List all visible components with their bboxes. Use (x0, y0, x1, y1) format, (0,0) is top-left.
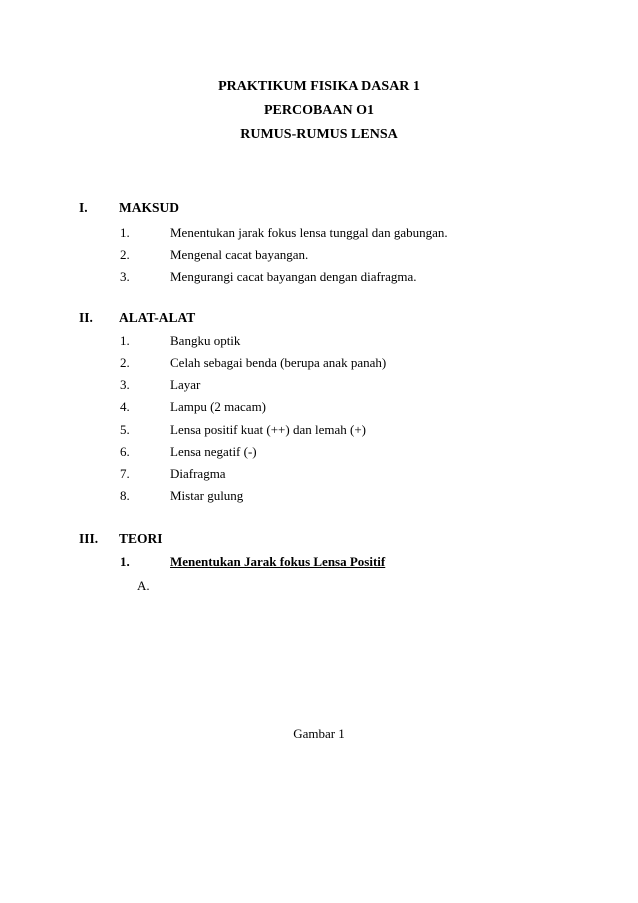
section-heading-maksud: MAKSUD (119, 200, 179, 215)
list-item-number: 2. (120, 247, 130, 262)
figure-caption (0, 726, 638, 742)
section-number-3: III. (79, 531, 99, 546)
section-number-2: II. (79, 310, 93, 325)
list-item-text: Lensa positif kuat (++) dan lemah (+) (170, 422, 366, 437)
subsection-heading: Menentukan Jarak fokus Lensa Positif (170, 554, 386, 569)
list-item-number: 6. (120, 444, 130, 459)
list-item-number: 3. (120, 377, 130, 392)
experiment-code: PERCOBAAN O1 (263, 103, 375, 118)
document-title: PRAKTIKUM FISIKA DASAR 1 (218, 79, 420, 94)
list-item-number: 1. (120, 333, 130, 348)
list-item-text: Celah sebagai benda (berupa anak panah) (170, 355, 387, 370)
section-heading-alat-alat: ALAT-ALAT (119, 310, 196, 325)
list-item-number: 3. (120, 269, 130, 284)
list-item-text: Layar (170, 377, 201, 392)
section-number-1: I. (79, 200, 88, 215)
subsection-label: A. (137, 578, 150, 593)
list-item-text: Lensa negatif (-) (170, 444, 257, 459)
list-item-number: 7. (120, 466, 130, 481)
list-item-text: Bangku optik (170, 333, 241, 348)
experiment-topic: RUMUS-RUMUS LENSA (240, 127, 398, 142)
list-item-number: 2. (120, 355, 130, 370)
list-item-text: Lampu (2 macam) (170, 399, 267, 414)
section-heading-teori: TEORI (119, 531, 163, 546)
list-item-number: 5. (120, 422, 130, 437)
subsection-number: 1. (120, 554, 130, 569)
list-item-text: Menentukan jarak fokus lensa tunggal dan gabungan. (170, 225, 448, 240)
list-item-text: Mengurangi cacat bayangan dengan diafragma. (170, 269, 417, 284)
list-item-text: Mistar gulung (170, 488, 244, 503)
list-item-number: 1. (120, 225, 130, 240)
list-item-text: Mengenal cacat bayangan. (170, 247, 309, 262)
list-item-text: Diafragma (170, 466, 226, 481)
list-item-number: 4. (120, 399, 130, 414)
list-item-number: 8. (120, 488, 130, 503)
figure-caption-text: Gambar 1 (293, 726, 345, 741)
